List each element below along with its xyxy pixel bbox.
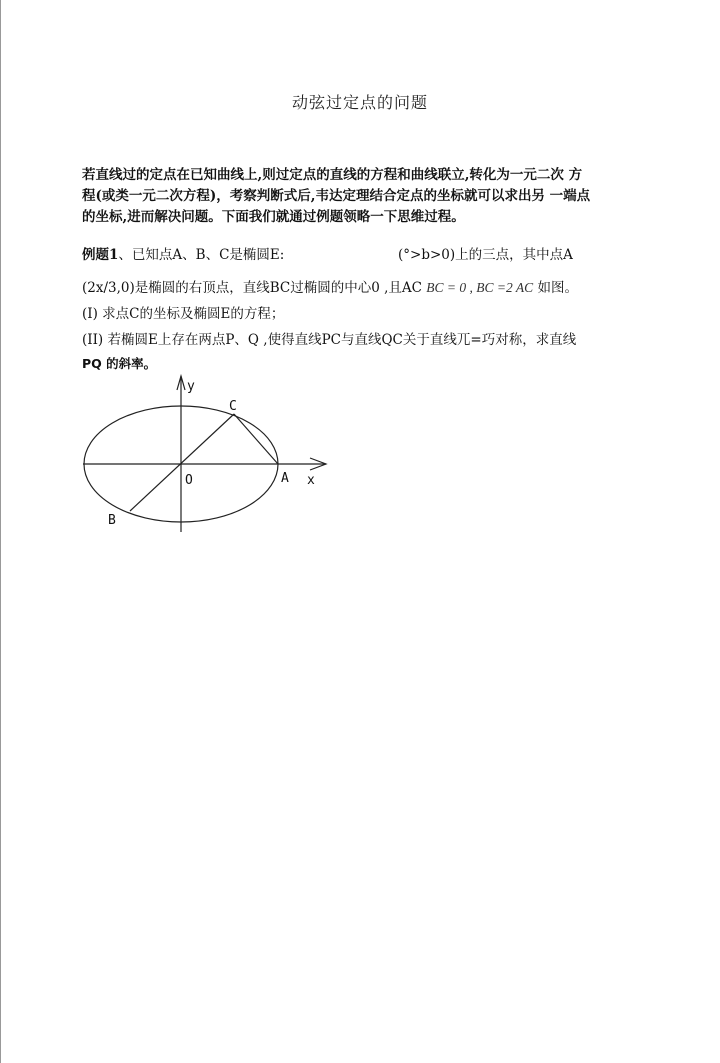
page-left-edge [0, 0, 1, 1063]
page-title: 动弦过定点的问题 [291, 93, 428, 112]
vertex-description: (2x/3,0)是椭圆的右顶点，直线BC过椭圆的中心0 ,且AC [82, 280, 427, 296]
question-part-2-continued: PQ 的斜率。 [82, 356, 157, 371]
point-c-label: C [229, 399, 237, 414]
question-part-1: (I) 求点C的坐标及椭圆E的方程； [82, 306, 285, 322]
example-statement [82, 243, 573, 263]
example-text: 、已知点A、B、C是椭圆E: [118, 247, 285, 263]
example-line-2 [82, 276, 578, 296]
intro-line-2: 程(或类一元二次方程)，考察判断式后,韦达定理结合定点的坐标就可以求出另 一端点 [82, 188, 591, 204]
point-b-label: B [108, 513, 116, 528]
y-axis-label: y [187, 379, 195, 394]
intro-line-3: 的坐标,进而解决问题。下面我们就通过例题领略一下思维过程。 [82, 209, 465, 225]
as-figure-text: 如图。 [533, 280, 578, 296]
intro-paragraph [82, 165, 647, 228]
segment-ca [234, 414, 278, 464]
vector-formula: BC = 0 , BC =2 AC [426, 280, 534, 295]
x-axis-label: x [307, 473, 315, 488]
ellipse-condition: (°>b>0)上的三点，其中点A [398, 247, 573, 263]
point-a-label: A [281, 471, 289, 486]
example-label: 例题1 [82, 247, 119, 263]
segment-bc [130, 414, 234, 511]
ellipse-figure [78, 372, 338, 537]
origin-label: O [185, 473, 193, 488]
question-part-2: (II) 若椭圆E上存在两点P、Q ,使得直线PC与直线QC关于直线兀=巧对称，求直线 [82, 332, 577, 348]
intro-line-1: 若直线过的定点在已知曲线上,则过定点的直线的方程和曲线联立,转化为一元二次 方 [82, 167, 583, 183]
